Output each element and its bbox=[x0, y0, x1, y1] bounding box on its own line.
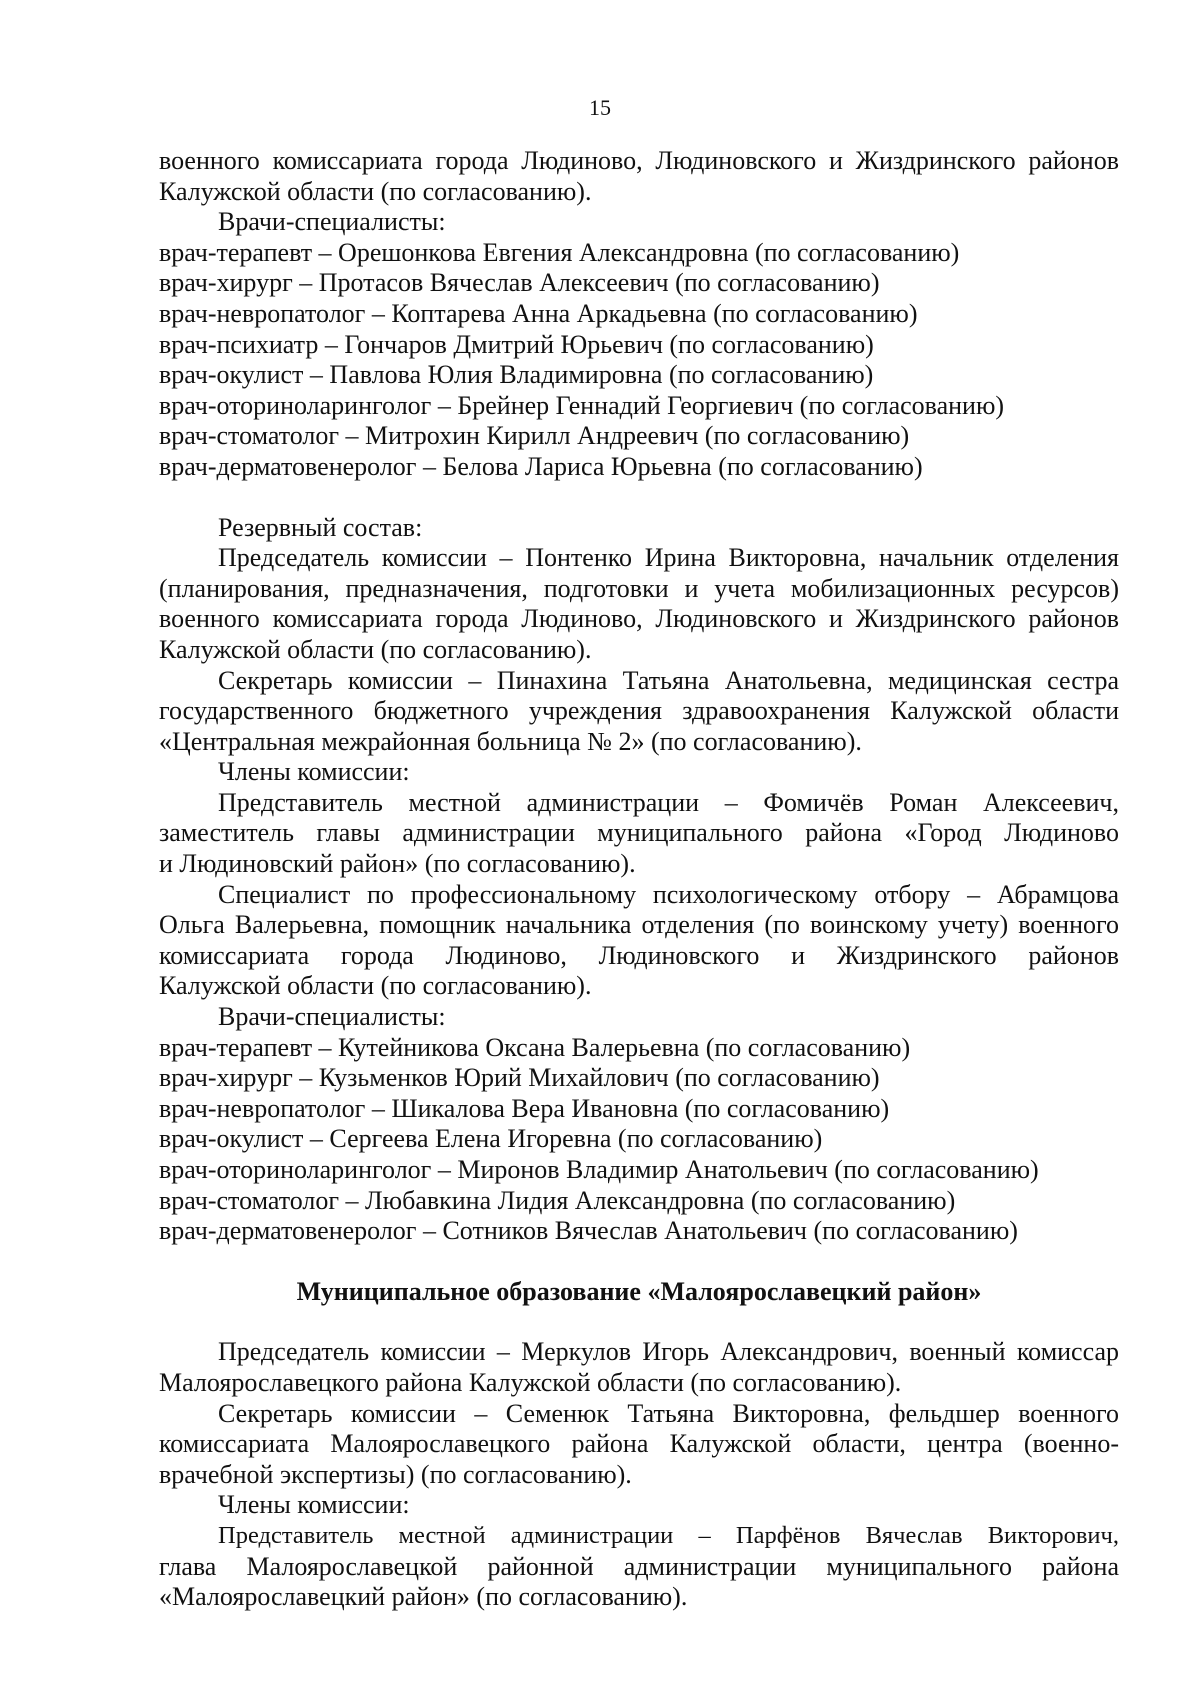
doctor-item: врач-хирург – Кузьменков Юрий Михайлович (по согласованию) bbox=[159, 1063, 880, 1093]
text-line: Малоярославецкого района Калужской области (по согласованию). bbox=[159, 1367, 902, 1397]
doctor-item: врач-терапевт – Кутейникова Оксана Валерьевна (по согласованию) bbox=[159, 1032, 911, 1062]
doctors-heading: Врачи-специалисты: bbox=[218, 207, 446, 237]
text-line: Секретарь комиссии – Семенюк Татьяна Викторовна, фельдшер военного bbox=[218, 1398, 1119, 1428]
doctors-heading: Врачи-специалисты: bbox=[218, 1002, 446, 1032]
text-line: заместитель главы администрации муниципального района «Город Людиново bbox=[159, 818, 1119, 848]
text-line: (планирования, предназначения, подготовки и учета мобилизационных ресурсов) bbox=[159, 573, 1119, 603]
text-line: Калужской области (по согласованию). bbox=[159, 176, 592, 206]
text-line: Представитель местной администрации – Парфёнов Вячеслав Викторович, bbox=[218, 1521, 1119, 1549]
text-line: Калужской области (по согласованию). bbox=[159, 971, 592, 1001]
doctor-item: врач-дерматовенеролог – Сотников Вячеслав Анатольевич (по согласованию) bbox=[159, 1216, 1018, 1246]
text-line: Представитель местной администрации – Фомичёв Роман Алексеевич, bbox=[218, 787, 1119, 817]
section-heading: Муниципальное образование «Малоярославецкий район» bbox=[296, 1276, 982, 1306]
doctor-item: врач-стоматолог – Митрохин Кирилл Андреевич (по согласованию) bbox=[159, 421, 910, 451]
text-line: «Центральная межрайонная больница № 2» (по согласованию). bbox=[159, 726, 862, 756]
text-line: комиссариата Малоярославецкого района Калужской области, центра (военно- bbox=[159, 1429, 1119, 1459]
doctor-item: врач-окулист – Павлова Юлия Владимировна (по согласованию) bbox=[159, 360, 874, 390]
document-body bbox=[159, 146, 1119, 1613]
doctor-item: врач-невропатолог – Коптарева Анна Аркадьевна (по согласованию) bbox=[159, 298, 918, 328]
text-line: Секретарь комиссии – Пинахина Татьяна Анатольевна, медицинская сестра bbox=[218, 665, 1119, 695]
doctor-item: врач-оториноларинголог – Миронов Владимир Анатольевич (по согласованию) bbox=[159, 1155, 1039, 1184]
text-line: комиссариата города Людиново, Людиновского и Жиздринского районов bbox=[159, 940, 1119, 970]
doctor-item: врач-психиатр – Гончаров Дмитрий Юрьевич (по согласованию) bbox=[159, 329, 874, 359]
text-line: Председатель комиссии – Меркулов Игорь Александрович, военный комиссар bbox=[218, 1337, 1119, 1367]
text-line: Ольга Валерьевна, помощник начальника отделения (по воинскому учету) военного bbox=[159, 910, 1119, 940]
text-line: и Людиновский район» (по согласованию). bbox=[159, 849, 636, 879]
text-line: военного комиссариата города Людиново, Людиновского и Жиздринского районов bbox=[159, 604, 1119, 634]
doctor-item: врач-окулист – Сергеева Елена Игоревна (по согласованию) bbox=[159, 1124, 823, 1154]
page-number: 15 bbox=[589, 95, 611, 120]
text-line: Специалист по профессиональному психологическому отбору – Абрамцова bbox=[218, 879, 1119, 909]
text-line: врачебной экспертизы) (по согласованию). bbox=[159, 1459, 632, 1489]
text-line: военного комиссариата города Людиново, Людиновского и Жиздринского районов bbox=[159, 146, 1119, 175]
reserve-heading: Резервный состав: bbox=[218, 512, 423, 542]
text-line: глава Малоярославецкой районной администрации муниципального района bbox=[159, 1551, 1119, 1581]
text-line: Председатель комиссии – Понтенко Ирина Викторовна, начальник отделения bbox=[218, 543, 1119, 573]
doctor-item: врач-терапевт – Орешонкова Евгения Александровна (по согласованию) bbox=[159, 237, 960, 267]
members-heading: Члены комиссии: bbox=[218, 1490, 410, 1520]
doctor-item: врач-оториноларинголог – Брейнер Геннадий Георгиевич (по согласованию) bbox=[159, 390, 1005, 420]
doctor-item: врач-стоматолог – Любавкина Лидия Александровна (по согласованию) bbox=[159, 1185, 956, 1215]
members-heading: Члены комиссии: bbox=[218, 757, 410, 787]
doctor-item: врач-невропатолог – Шикалова Вера Ивановна (по согласованию) bbox=[159, 1093, 890, 1123]
text-line: «Малоярославецкий район» (по согласованию). bbox=[159, 1582, 688, 1612]
text-line: Калужской области (по согласованию). bbox=[159, 634, 592, 664]
doctor-item: врач-дерматовенеролог – Белова Лариса Юрьевна (по согласованию) bbox=[159, 451, 923, 481]
text-line: государственного бюджетного учреждения здравоохранения Калужской области bbox=[159, 696, 1119, 726]
doctor-item: врач-хирург – Протасов Вячеслав Алексеевич (по согласованию) bbox=[159, 268, 880, 298]
